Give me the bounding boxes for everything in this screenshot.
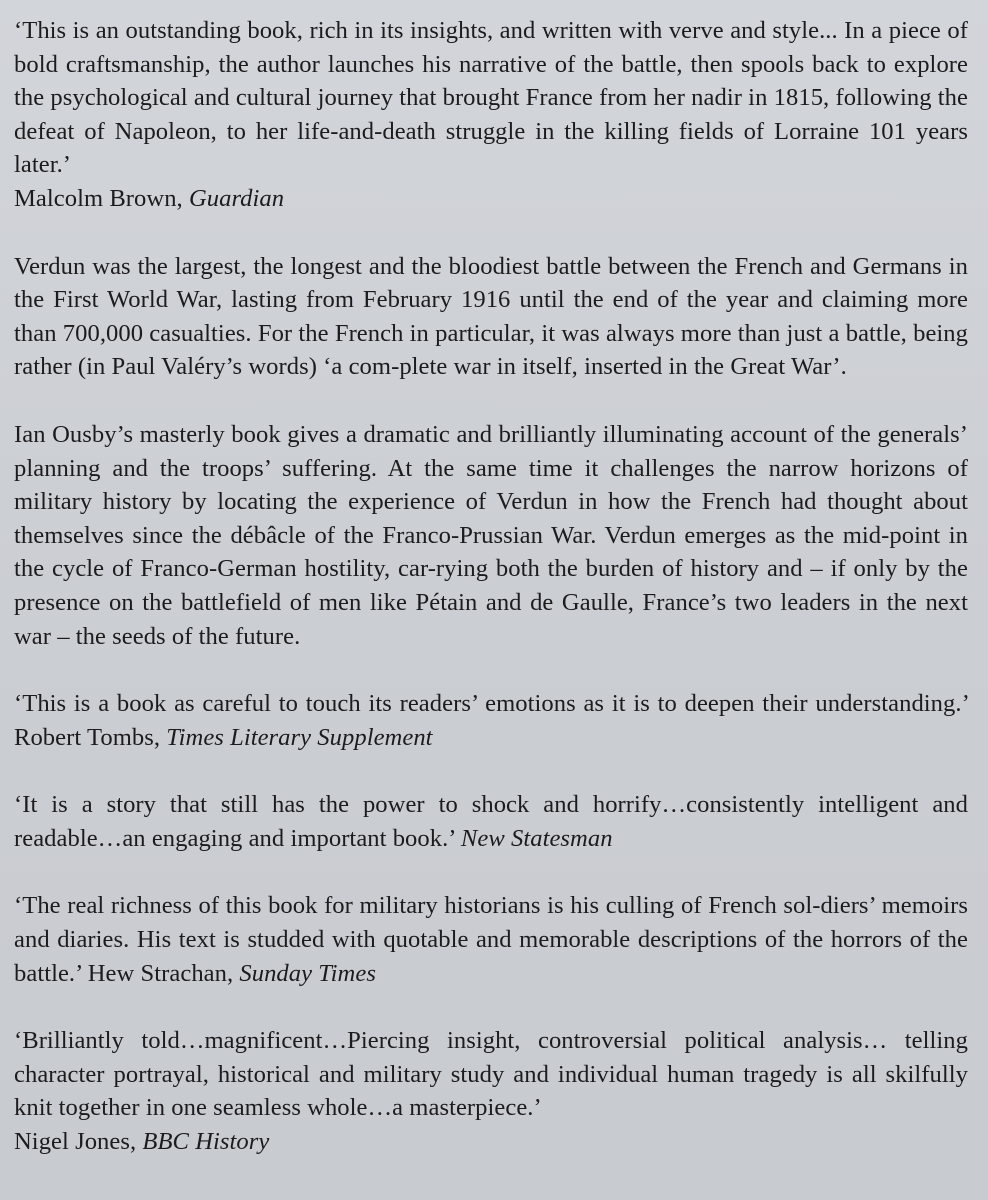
review-author: Nigel Jones,: [14, 1128, 137, 1156]
review-sunday-times: [14, 889, 968, 990]
review-guardian: [14, 14, 968, 216]
review-bbc-history: [14, 1024, 968, 1158]
review-author: Hew Strachan,: [87, 959, 234, 987]
review-quote: ‘Brilliantly told…magnificent…Piercing insight, controversial political analysis… telling character portrayal, historical and military study and individual human tragedy is all skilfully knit together in one seamless whole…a masterpiece.’: [14, 1027, 968, 1122]
review-source: Sunday Times: [239, 959, 376, 987]
review-new-statesman: [14, 788, 968, 855]
review-tls: [14, 687, 968, 754]
review-quote: ‘The real richness of this book for military historians is his culling of French sol-diers’ memoirs and diaries. His text is studded with quotable and memorable descriptions of the horrors of the battle.’: [14, 892, 968, 987]
blurb-paragraph-1: Verdun was the largest, the longest and the bloodiest battle between the French and Germans in the First World War, lasting from February 1916 until the end of the year and claiming more than 700,000 casualties. For the French in particular, it was always more than just a battle, being rather (in Paul Valéry’s words) ‘a com-plete war in itself, inserted in the Great War’.: [14, 252, 968, 381]
review-source: Times Literary Supplement: [166, 723, 433, 751]
blurb-paragraph-2: Ian Ousby’s masterly book gives a dramatic and brilliantly illuminating account of the generals’ planning and the troops’ suffering. At the same time it challenges the narrow horizons of military history by locating the experience of Verdun in how the French had thought about themselves since the débâcle of the Franco-Prussian War. Verdun emerges as the mid-point in the cycle of Franco-German hostility, car-rying both the burden of history and – if only by the presence on the battlefield of men like Pétain and de Gaulle, France’s two leaders in the next war – the seeds of the future.: [14, 420, 968, 650]
review-source: BBC History: [142, 1128, 270, 1156]
review-quote: ‘It is a story that still has the power to shock and horrify…consistently intelligent and readable…an engaging and important book.’: [14, 791, 968, 852]
review-source: New Statesman: [460, 824, 613, 852]
review-attribution: [14, 182, 968, 216]
review-quote: ‘This is an outstanding book, rich in its insights, and written with verve and style... In a piece of bold craftsmanship, the author launches his narrative of the battle, then spools back to explore the psychological and cultural journey that brought France from her nadir in 1815, following the defeat of Napoleon, to her life-and-death struggle in the killing fields of Lorraine 101 years later.’: [14, 17, 968, 179]
review-author: Malcolm Brown,: [14, 184, 183, 212]
review-author: Robert Tombs,: [14, 723, 161, 751]
review-source: Guardian: [188, 184, 285, 212]
review-attribution: [14, 1125, 968, 1159]
review-quote: ‘This is a book as careful to touch its readers’ emotions as it is to deepen their understanding.’: [14, 690, 968, 718]
